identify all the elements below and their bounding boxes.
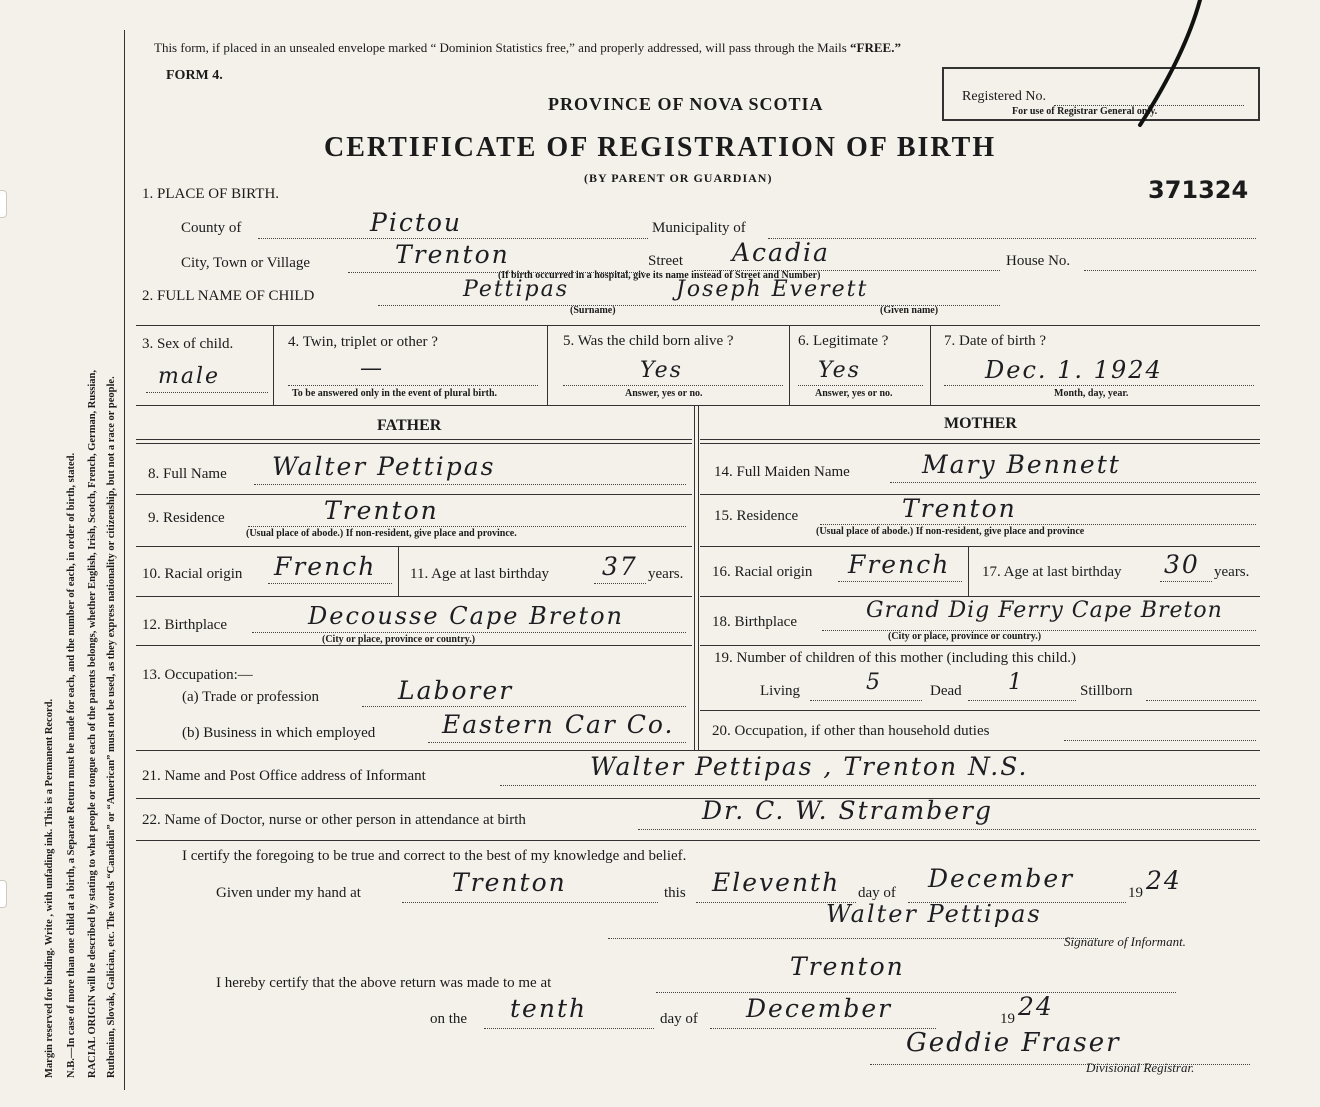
- return-day-value: tenth: [510, 994, 588, 1023]
- dead-rule: [968, 700, 1076, 701]
- month-value: December: [928, 864, 1075, 893]
- certificate-subtitle: (BY PARENT OR GUARDIAN): [584, 171, 773, 185]
- mother-name-label: 14. Full Maiden Name: [714, 464, 850, 480]
- trade-value: Laborer: [398, 676, 514, 705]
- doctor-rule: [638, 829, 1256, 830]
- mother-age-rule: [1160, 581, 1212, 582]
- municipality-label: Municipality of: [652, 220, 746, 236]
- legitimate-label: 6. Legitimate ?: [798, 333, 889, 349]
- father-row-line-2: [136, 546, 692, 547]
- county-label: County of: [181, 220, 242, 236]
- mail-note: [154, 40, 901, 56]
- father-racial-label: 10. Racial origin: [142, 566, 243, 582]
- mother-row-line-3: [700, 596, 1260, 597]
- father-name-rule: [254, 484, 686, 485]
- return-day-rule: [484, 1028, 654, 1029]
- city-value: Trenton: [395, 240, 510, 269]
- doctor-label: 22. Name of Doctor, nurse or other person in attendance at birth: [142, 812, 526, 828]
- given-label: Given under my hand at: [216, 885, 361, 901]
- registration-number: 371324: [1148, 176, 1249, 204]
- registrar-signature: Geddie Fraser: [906, 1028, 1121, 1058]
- father-racial-value: French: [274, 552, 377, 581]
- margin-note-binding: Margin reserved for binding. Write , with unfading ink. This is a Permanent Record.: [44, 698, 55, 1078]
- father-row-line-3: [136, 596, 692, 597]
- father-racial-rule: [268, 583, 392, 584]
- father-row-line-4: [136, 645, 692, 646]
- day-value: Eleventh: [712, 868, 841, 897]
- mother-age-label: 17. Age at last birthday: [982, 564, 1122, 580]
- mother-age-divider: [968, 546, 969, 596]
- father-age-value: 37: [602, 552, 638, 581]
- dob-rule: [944, 385, 1254, 386]
- punch-hole-bottom: [0, 880, 7, 908]
- registered-box: [942, 67, 1260, 121]
- informant-bottom-line: [136, 798, 1260, 799]
- business-rule: [428, 742, 686, 743]
- registrar-label: Divisional Registrar.: [1086, 1060, 1195, 1075]
- certificate-title: CERTIFICATE OF REGISTRATION OF BIRTH: [324, 132, 997, 163]
- alive-rule: [563, 385, 783, 386]
- mother-occupation-rule: [1064, 740, 1256, 741]
- business-label: (b) Business in which employed: [182, 725, 376, 741]
- province-title: PROVINCE OF NOVA SCOTIA: [548, 94, 824, 114]
- informant-signature: Walter Pettipas: [826, 900, 1042, 928]
- registered-note: For use of Registrar General only.: [1012, 106, 1158, 117]
- father-heading-line: [136, 439, 692, 444]
- sex-value: male: [158, 364, 221, 389]
- box-divider-3: [789, 325, 790, 405]
- year-suffix: 24: [1146, 866, 1182, 895]
- mother-birthplace-value: Grand Dig Ferry Cape Breton: [866, 598, 1223, 623]
- father-residence-value: Trenton: [324, 496, 439, 525]
- mother-name-rule: [890, 482, 1256, 483]
- surname-note: (Surname): [570, 305, 616, 316]
- father-birthplace-rule: [252, 632, 686, 633]
- father-name-value: Walter Pettipas: [272, 452, 496, 481]
- father-birthplace-value: Decousse Cape Breton: [308, 602, 624, 630]
- house-label: House No.: [1006, 253, 1071, 269]
- street-label: Street: [648, 253, 683, 269]
- mother-racial-value: French: [848, 550, 951, 579]
- father-age-rule: [594, 583, 646, 584]
- trade-rule: [362, 706, 686, 707]
- business-value: Eastern Car Co.: [442, 710, 675, 739]
- mother-racial-rule: [838, 581, 962, 582]
- doctor-value: Dr. C. W. Stramberg: [702, 796, 993, 825]
- form-label: FORM 4.: [166, 68, 223, 83]
- day-of-label: day of: [858, 885, 896, 901]
- child-name-label: 2. FULL NAME OF CHILD: [142, 288, 315, 304]
- hospital-note: (If birth occurred in a hospital, give its name instead of Street and Number): [498, 270, 821, 281]
- city-label: City, Town or Village: [181, 255, 311, 271]
- section-bottom-line: [136, 750, 1260, 751]
- given-place-rule: [402, 902, 658, 903]
- occupation-label: 13. Occupation:—: [142, 667, 253, 683]
- mother-residence-note: (Usual place of abode.) If non-resident, give place and province: [816, 526, 1085, 537]
- registered-label: Registered No.: [962, 89, 1046, 104]
- twin-rule: [288, 385, 538, 386]
- alive-note: Answer, yes or no.: [625, 388, 703, 399]
- mother-birthplace-label: 18. Birthplace: [712, 614, 797, 630]
- return-day-of-label: day of: [660, 1011, 698, 1027]
- father-residence-note: (Usual place of abode.) If non-resident, give place and province.: [246, 528, 517, 539]
- informant-rule: [500, 785, 1256, 786]
- living-label: Living: [760, 683, 800, 699]
- informant-signature-rule: [608, 938, 1098, 939]
- twin-value: —: [360, 356, 384, 381]
- father-row-line-1: [136, 494, 692, 495]
- on-the-label: on the: [430, 1011, 468, 1027]
- mother-birthplace-note: (City or place, province or country.): [888, 631, 1042, 642]
- father-birthplace-label: 12. Birthplace: [142, 617, 227, 633]
- dob-value: Dec. 1. 1924: [985, 356, 1163, 384]
- legitimate-note: Answer, yes or no.: [815, 388, 893, 399]
- father-age-divider: [398, 546, 399, 596]
- given-place-value: Trenton: [452, 868, 567, 897]
- county-rule: [258, 238, 648, 239]
- mother-row-line-4: [700, 645, 1260, 646]
- father-mother-divider: [694, 405, 699, 750]
- punch-hole-top: [0, 190, 7, 218]
- legitimate-rule: [798, 385, 923, 386]
- box-divider-2: [547, 325, 548, 405]
- return-place-rule: [656, 992, 1176, 993]
- house-rule: [1084, 270, 1256, 271]
- return-month-value: December: [746, 994, 893, 1023]
- binding-margin-line: [124, 30, 125, 1090]
- return-year-suffix: 24: [1018, 992, 1054, 1021]
- mother-residence-label: 15. Residence: [714, 508, 799, 524]
- informant-signature-label: Signature of Informant.: [1064, 934, 1186, 949]
- box-divider-4: [930, 325, 931, 405]
- mother-racial-label: 16. Racial origin: [712, 564, 813, 580]
- alive-value: Yes: [640, 358, 683, 383]
- certify-statement: I certify the foregoing to be true and correct to the best of my knowledge and belief.: [182, 848, 687, 864]
- box-divider-1: [273, 325, 274, 405]
- row3-top-line: [136, 325, 1260, 326]
- dob-label: 7. Date of birth ?: [944, 333, 1047, 349]
- father-residence-rule: [248, 526, 686, 527]
- mother-name-value: Mary Bennett: [922, 450, 1121, 479]
- mother-heading-line: [700, 439, 1260, 444]
- county-value: Pictou: [370, 208, 463, 237]
- return-month-rule: [710, 1028, 936, 1029]
- ink-check-stroke: [1130, 0, 1210, 130]
- mother-age-value: 30: [1164, 550, 1200, 579]
- informant-value: Walter Pettipas , Trenton N.S.: [590, 752, 1029, 781]
- given-name-note: (Given name): [880, 305, 939, 316]
- mother-row-line-5: [700, 710, 1260, 711]
- informant-label: 21. Name and Post Office address of Informant: [142, 768, 426, 784]
- living-value: 5: [866, 670, 882, 695]
- alive-label: 5. Was the child born alive ?: [563, 333, 734, 349]
- father-birthplace-note: (City or place, province or country.): [322, 634, 476, 645]
- child-surname: Pettipas: [463, 277, 570, 302]
- father-residence-label: 9. Residence: [148, 510, 225, 526]
- mother-age-unit: years.: [1214, 564, 1250, 580]
- mother-residence-value: Trenton: [902, 494, 1017, 523]
- doctor-bottom-line: [136, 840, 1260, 841]
- stillborn-rule: [1146, 700, 1256, 701]
- sex-label: 3. Sex of child.: [142, 336, 234, 352]
- mother-residence-rule: [820, 524, 1256, 525]
- mail-note-text: This form, if placed in an unsealed envelope marked “ Dominion Statistics free,” and properly addressed, will pass through the Mails: [154, 40, 847, 55]
- mother-occupation-label: 20. Occupation, if other than household duties: [712, 723, 990, 739]
- trade-label: (a) Trade or profession: [182, 689, 320, 705]
- child-given-name: Joseph Everett: [676, 277, 869, 302]
- year-prefix: 19: [1128, 885, 1143, 901]
- twin-label: 4. Twin, triplet or other ?: [288, 334, 438, 350]
- legitimate-value: Yes: [818, 358, 861, 383]
- mother-heading: MOTHER: [944, 415, 1017, 432]
- street-value: Acadia: [732, 238, 830, 267]
- return-year-prefix: 19: [1000, 1011, 1015, 1027]
- father-heading: FATHER: [377, 417, 442, 434]
- return-place-value: Trenton: [790, 952, 905, 981]
- sex-rule: [146, 392, 268, 393]
- mail-note-free: “FREE.”: [850, 40, 901, 55]
- father-name-label: 8. Full Name: [148, 466, 227, 482]
- margin-note-multiple-births: N.B.—In case of more than one child at a birth, a Separate Return must be made for each, and the number of each, in order of birth, stated.: [66, 452, 77, 1078]
- return-label: I hereby certify that the above return was made to me at: [216, 975, 552, 991]
- dead-label: Dead: [930, 683, 962, 699]
- father-age-label: 11. Age at last birthday: [410, 566, 549, 582]
- margin-note-racial-origin-cont: Ruthenian, Slovak, Galician, etc. The words “Canadian” or “American” must not be used, as they express nationality or citizenship, but not a race or people.: [106, 376, 117, 1078]
- twin-note: To be answered only in the event of plural birth.: [292, 388, 498, 399]
- municipality-rule: [768, 238, 1256, 239]
- stillborn-label: Stillborn: [1080, 683, 1133, 699]
- margin-note-racial-origin: RACIAL ORIGIN will be described by stating to what people or tongue each of the parents belongs, whether English, Irish, Scotch, French, German, Russian,: [87, 369, 98, 1078]
- this-label: this: [664, 885, 686, 901]
- living-rule: [810, 700, 922, 701]
- children-count-label: 19. Number of children of this mother (including this child.): [714, 650, 1077, 666]
- mother-row-line-2: [700, 546, 1260, 547]
- place-of-birth-label: 1. PLACE OF BIRTH.: [142, 186, 280, 202]
- dead-value: 1: [1008, 670, 1024, 695]
- father-age-unit: years.: [648, 566, 684, 582]
- dob-note: Month, day, year.: [1054, 388, 1129, 399]
